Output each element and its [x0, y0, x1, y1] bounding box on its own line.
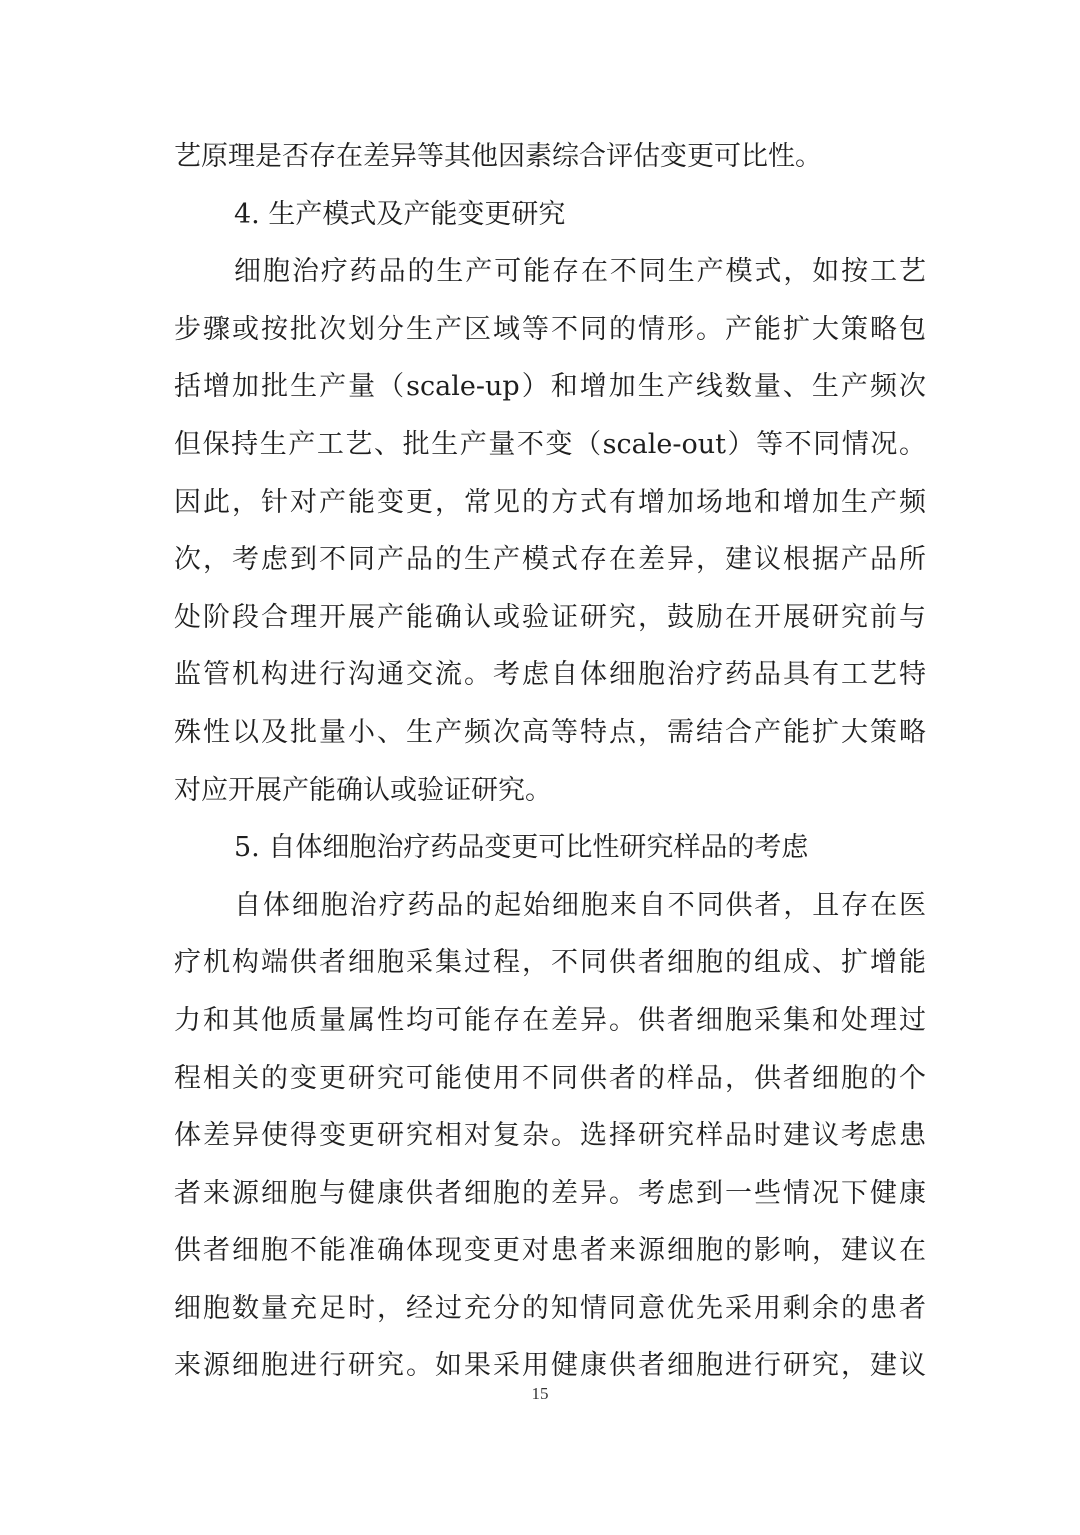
paragraph-line: 自体细胞治疗药品的起始细胞来自不同供者，且存在医	[234, 889, 926, 921]
paragraph-line: 程相关的变更研究可能使用不同供者的样品，供者细胞的个	[174, 1062, 926, 1094]
section-heading-4: 4. 生产模式及产能变更研究	[234, 198, 566, 230]
paragraph-line: 者来源细胞与健康供者细胞的差异。考虑到一些情况下健康	[174, 1177, 926, 1209]
page-number: 15	[531, 1384, 549, 1403]
paragraph-line: 步骤或按批次划分生产区域等不同的情形。产能扩大策略包	[174, 313, 926, 345]
paragraph-line: 来源细胞进行研究。如果采用健康供者细胞进行研究，建议	[174, 1350, 926, 1382]
paragraph-line: 但保持生产工艺、批生产量不变（scale-out）等不同情况。	[174, 428, 926, 460]
paragraph-line: 细胞治疗药品的生产可能存在不同生产模式，如按工艺	[234, 256, 926, 288]
paragraph-line: 力和其他质量属性均可能存在差异。供者细胞采集和处理过	[174, 1004, 926, 1036]
paragraph-line: 次，考虑到不同产品的生产模式存在差异，建议根据产品所	[174, 544, 926, 576]
paragraph-line: 监管机构进行沟通交流。考虑自体细胞治疗药品具有工艺特	[174, 659, 926, 691]
paragraph-line: 细胞数量充足时，经过充分的知情同意优先采用剩余的患者	[174, 1292, 926, 1324]
body-text	[174, 128, 926, 1395]
paragraph-line: 体差异使得变更研究相对复杂。选择研究样品时建议考虑患	[174, 1120, 926, 1152]
paragraph-line: 殊性以及批量小、生产频次高等特点，需结合产能扩大策略	[174, 716, 926, 748]
paragraph-line: 供者细胞不能准确体现变更对患者来源细胞的影响，建议在	[174, 1235, 926, 1267]
paragraph-line: 疗机构端供者细胞采集过程，不同供者细胞的组成、扩增能	[174, 947, 926, 979]
paragraph-line: 处阶段合理开展产能确认或验证研究，鼓励在开展研究前与	[174, 601, 926, 633]
paragraph-line: 括增加批生产量（scale-up）和增加生产线数量、生产频次	[174, 371, 926, 403]
paragraph-last-line: 对应开展产能确认或验证研究。	[174, 774, 552, 806]
paragraph-continuation-line: 艺原理是否存在差异等其他因素综合评估变更可比性。	[174, 141, 822, 172]
section-heading-5: 5. 自体细胞治疗药品变更可比性研究样品的考虑	[234, 832, 809, 864]
paragraph-line: 因此，针对产能变更，常见的方式有增加场地和增加生产频	[174, 486, 926, 518]
